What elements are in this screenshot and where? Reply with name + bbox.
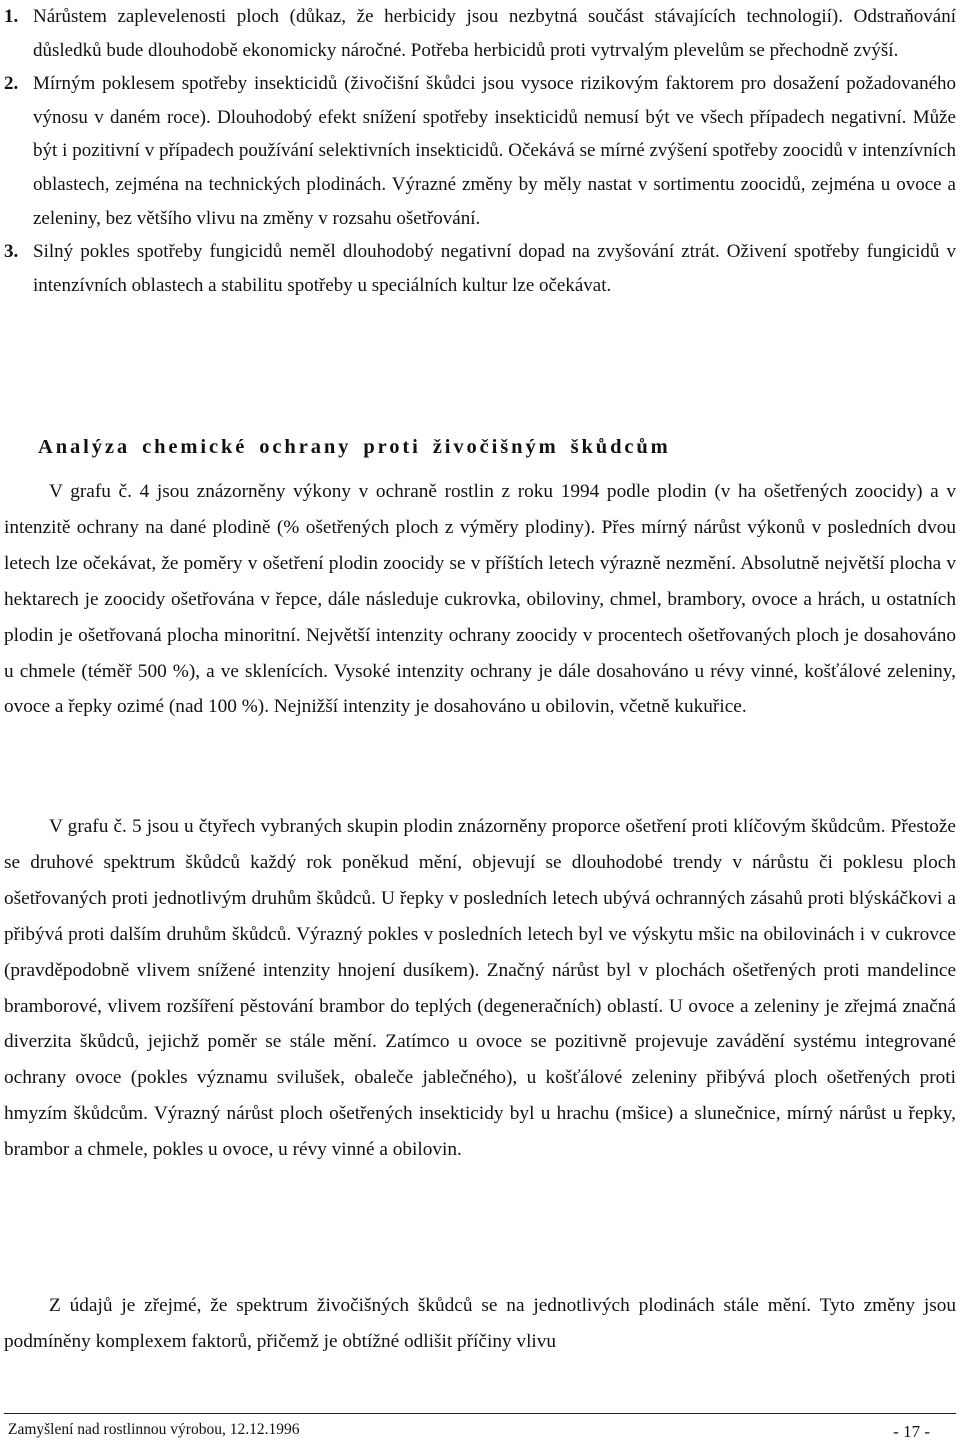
list-item-2 [4, 67, 956, 235]
list-item-text: Nárůstem zaplevelenosti ploch (důkaz, že herbicidy jsou nezbytná součást stávajících technologií). Odstraňování důsledků bude dlouhodobě ekonomicky náročné. Potřeba herbicidů proti vytrvalým plevelům se přechodně zvýší. [33, 6, 956, 61]
list-item-number: 1. [4, 6, 19, 27]
list-item-text: Silný pokles spotřeby fungicidů neměl dlouhodobý negativní dopad na zvyšování ztrát. Oživení spotřeby fungicidů v intenzívních oblastech a stabilitu spotřeby u speciálních kultur lze očekávat. [33, 241, 956, 296]
paragraph-graph-5: V grafu č. 5 jsou u čtyřech vybraných skupin plodin znázorněny proporce ošetření proti klíčovým škůdcům. Přestože se druhové spektrum škůdců každý rok poněkud mění, objevují se dlouhodobé trendy v nárůstu či poklesu ploch ošetřovaných proti jednotlivým druhům škůdců. U řepky v posledních letech ubývá ochranných zásahů proti blýskáčkovi a přibývá proti dalším druhům škůdců. Výrazný pokles v posledních letech byl ve výskytu mšic na obilovinách i v cukrovce (pravděpodobně vlivem snížené intenzity hnojení dusíkem). Značný nárůst byl v plochách ošetřených proti mandelince bramborové, vlivem rozšíření pěstování brambor do teplých (degeneračních) oblastí. U ovoce a zeleniny je zřejmá značná diverzita škůdců, jejichž poměr se stále mění. Zatímco u ovoce se pozitivně projevuje zavádění systému integrované ochrany ovoce (pokles významu svilušek, obaleče jablečného), u košťálové zeleniny přibývá ploch ošetřených proti hmyzím škůdcům. Výrazný nárůst ploch ošetřených insekticidy byl u hrachu (mšice) a slunečnice, mírný nárůst u řepky, brambor a chmele, pokles u ovoce, u révy vinné a obilovin. [4, 816, 956, 1161]
list-item-text: Mírným poklesem spotřeby insekticidů (živočišní škůdci jsou vysoce rizikovým faktorem pro dosažení požadovaného výnosu v daném roce). Dlouhodobý efekt snížení spotřeby insekticidů nemusí být ve všech případech negativní. Může být i pozitivní v případech používání selektivních insekticidů. Očekává se mírné zvýšení spotřeby zoocidů v intenzívních oblastech, zejména na technických plodinách. Výrazné změny by měly nastat v sortimentu zoocidů, zejména u ovoce a zeleniny, bez většího vlivu na změny v rozsahu ošetřování. [33, 73, 956, 229]
list-item-1 [4, 0, 956, 67]
list-item-number: 2. [4, 73, 19, 95]
paragraph-graph-4: V grafu č. 4 jsou znázorněny výkony v ochraně rostlin z roku 1994 podle plodin (v ha ošetřených zoocidy) a v intenzitě ochrany na dané plodině (% ošetřených ploch z výměry plodiny). Přes mírný nárůst výkonů v posledních dvou letech lze očekávat, že poměry v ošetření plodin zoocidy se v příštích letech výrazně nezmění. Absolutně největší plocha v hektarech je zoocidy ošetřována v řepce, dále následuje cukrovka, obiloviny, chmel, brambory, ovoce a hrách, u ostatních plodin je ošetřovaná plocha minoritní. Největší intenzity ochrany zoocidy v procentech ošetřovaných ploch je dosahováno u chmele (téměř 500 %), a ve sklenících. Vysoké intenzity ochrany je dále dosahováno u révy vinné, košťálové zeleniny, ovoce a řepky ozimé (nad 100 %). Nejnižší intenzity je dosahováno u obilovin, včetně kukuřice. [4, 481, 956, 718]
paragraph-conclusion: Z údajů je zřejmé, že spektrum živočišných škůdců se na jednotlivých plodinách stále mění. Tyto změny jsou podmíněny komplexem faktorů, přičemž je obtížné odlišit příčiny vlivu [4, 1295, 956, 1352]
list-item-3 [4, 235, 956, 302]
page-number: - 17 - [893, 1422, 930, 1441]
numbered-list [4, 0, 956, 302]
list-item-number: 3. [4, 241, 19, 263]
page-footer [4, 1413, 956, 1442]
section-heading: Analýza chemické ochrany proti živočišným škůdcům [38, 436, 671, 458]
footer-title: Zamyšlení nad rostlinnou výrobou, 12.12.1996 [8, 1421, 300, 1438]
